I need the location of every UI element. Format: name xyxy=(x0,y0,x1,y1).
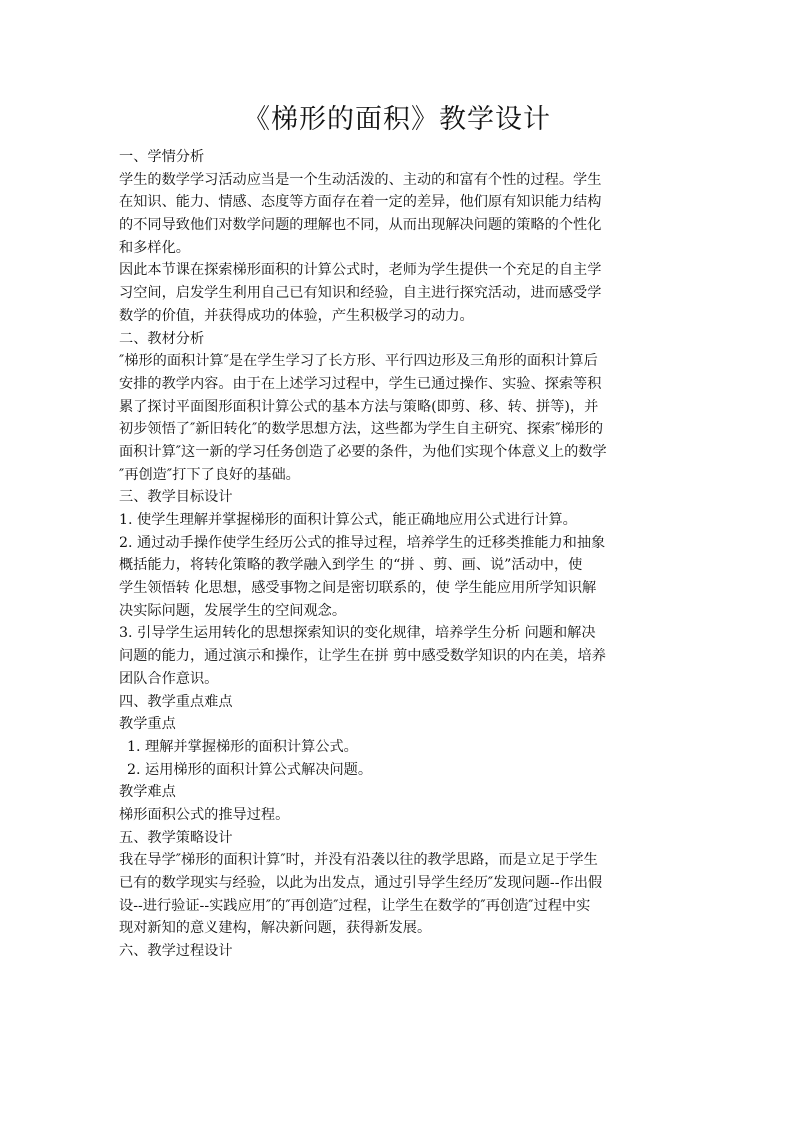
section-heading: 三、教学目标设计 xyxy=(119,489,233,506)
document-body xyxy=(119,146,679,963)
paragraph-line: 初步领悟了″新旧转化″的数学思想方法，这些都为学生自主研究、探索″梯形的 xyxy=(119,421,604,438)
objective-line: 决实际问题，发展学生的空间观念。 xyxy=(119,602,347,619)
objective-line: 概括能力，将转化策略的教学融入到学生 的“拼 、剪、画、说”活动中，使 xyxy=(119,557,583,574)
paragraph-line: 累了探讨平面图形面积计算公式的基本方法与策略(即剪、移、转、拼等)，并 xyxy=(119,398,599,415)
paragraph-line: 学生的数学学习活动应当是一个生动活泼的、主动的和富有个性的过程。学生 xyxy=(119,171,602,188)
objective-line: 问题的能力，通过演示和操作，让学生在拼 剪中感受数学知识的内在美，培养 xyxy=(119,648,606,665)
objective-line: 3. 引导学生运用转化的思想探索知识的变化规律，培养学生分析 问题和解决 xyxy=(119,625,596,642)
list-item: 1. 理解并掌握梯形的面积计算公式。 xyxy=(127,738,358,755)
paragraph-line: ″再创造″打下了良好的基础。 xyxy=(119,466,300,483)
objective-line: 学生领悟转 化思想，感受事物之间是密切联系的，使 学生能应用所学知识解 xyxy=(119,580,597,597)
paragraph-line: 的不同导致他们对数学问题的理解也不同，从而出现解决问题的策略的个性化 xyxy=(119,217,602,234)
objective-line: 2. 通过动手操作使学生经历公式的推导过程，培养学生的迁移类推能力和抽象 xyxy=(119,534,606,551)
section-heading: 六、教学过程设计 xyxy=(119,943,233,960)
paragraph-line: 面积计算″这一新的学习任务创造了必要的条件，为他们实现个体意义上的数学 xyxy=(119,443,607,460)
objective-line: 1. 使学生理解并掌握梯形的面积计算公式，能正确地应用公式进行计算。 xyxy=(119,512,577,528)
section-heading: 五、教学策略设计 xyxy=(119,829,233,846)
subheading: 教学重点 xyxy=(119,716,176,733)
document-title: 《梯形的面积》教学设计 xyxy=(243,104,551,135)
paragraph-line: 设--进行验证--实践应用″的″再创造″过程，让学生在数学的″再创造″过程中实 xyxy=(119,897,591,914)
paragraph-line: 安排的教学内容。由于在上述学习过程中，学生已通过操作、实验、探索等积 xyxy=(119,375,602,392)
paragraph-line: 现对新知的意义建构，解决新问题，获得新发展。 xyxy=(119,920,432,937)
paragraph-line: 我在导学″梯形的面积计算″时，并没有沿袭以往的教学思路，而是立足于学生 xyxy=(119,852,598,869)
paragraph-line: 和多样化。 xyxy=(119,239,190,256)
objective-line: 团队合作意识。 xyxy=(119,670,219,687)
section-heading: 一、学情分析 xyxy=(119,149,205,165)
paragraph-line: 已有的数学现实与经验，以此为出发点，通过引导学生经历″发现问题--作出假 xyxy=(119,875,603,891)
paragraph-line: ″梯形的面积计算″是在学生学习了长方形、平行四边形及三角形的面积计算后 xyxy=(119,353,598,370)
list-item: 2. 运用梯形的面积计算公式解决问题。 xyxy=(127,761,373,778)
subheading: 教学难点 xyxy=(119,784,176,801)
paragraph-line: 因此本节课在探索梯形面积的计算公式时，老师为学生提供一个充足的自主学 xyxy=(119,262,602,279)
section-heading: 四、教学重点难点 xyxy=(119,693,233,710)
paragraph-line: 梯形面积公式的推导过程。 xyxy=(119,806,290,823)
paragraph-line: 在知识、能力、情感、态度等方面存在着一定的差异，他们原有知识能力结构 xyxy=(119,194,602,211)
section-heading: 二、教材分析 xyxy=(119,330,205,347)
paragraph-line: 数学的价值，并获得成功的体验，产生积极学习的动力。 xyxy=(119,307,474,324)
paragraph-line: 习空间，启发学生利用自己已有知识和经验，自主进行探究活动，进而感受学 xyxy=(119,285,602,302)
